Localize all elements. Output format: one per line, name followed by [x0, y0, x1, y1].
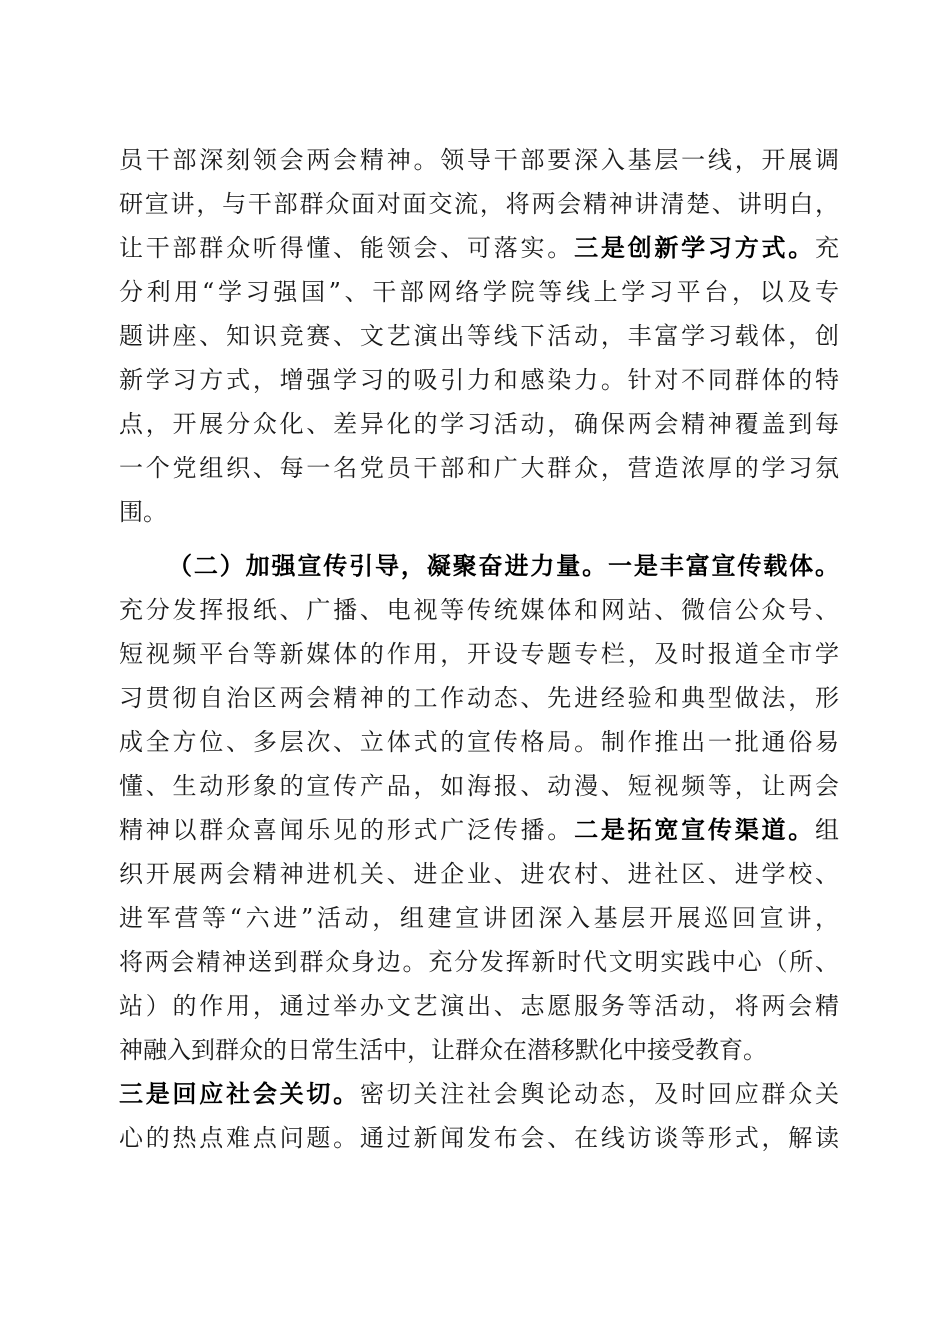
text-run: 进军营等“六进”活动，组建宣讲团深入基层开展巡回宣讲， — [119, 904, 839, 932]
text-run: 织开展两会精神进机关、进企业、进农村、进社区、进学校、 — [119, 860, 839, 888]
text-run: 研宣讲，与干部群众面对面交流，将两会精神讲清楚、讲明白， — [119, 190, 839, 218]
text-line — [119, 984, 839, 1028]
text-run: 组 — [815, 816, 840, 844]
text-run: 题讲座、知识竞赛、文艺演出等线下活动，丰富学习载体，创 — [119, 322, 839, 350]
text-line — [119, 720, 839, 764]
text-line — [119, 138, 839, 182]
text-run: 新学习方式，增强学习的吸引力和感染力。针对不同群体的特 — [119, 366, 839, 394]
text-line — [119, 588, 839, 632]
text-run: 短视频平台等新媒体的作用，开设专题专栏，及时报道全市学 — [119, 640, 839, 668]
text-line — [119, 314, 839, 358]
text-run: 分利用“学习强国”、干部网络学院等线上学习平台，以及专 — [119, 278, 839, 306]
text-run: 将两会精神送到群众身边。充分发挥新时代文明实践中心（所、 — [119, 948, 839, 976]
text-line — [119, 1116, 839, 1160]
text-run: 让干部群众听得懂、能领会、可落实。 — [119, 234, 575, 262]
text-line — [119, 1072, 839, 1116]
text-run: 心的热点难点问题。通过新闻发布会、在线访谈等形式，解读 — [119, 1124, 839, 1152]
text-line — [119, 270, 839, 314]
text-line — [119, 940, 839, 984]
text-run: 成全方位、多层次、立体式的宣传格局。制作推出一批通俗易 — [119, 728, 839, 756]
section-heading-line — [168, 544, 839, 588]
text-line — [119, 632, 839, 676]
text-line — [119, 852, 839, 896]
text-line — [119, 226, 839, 270]
text-run: 围。 — [119, 498, 167, 526]
text-run: 点，开展分众化、差异化的学习活动，确保两会精神覆盖到每 — [119, 410, 839, 438]
text-line — [119, 1028, 839, 1072]
text-line — [119, 764, 839, 808]
text-run: 充 — [815, 234, 840, 262]
text-run: 站）的作用，通过举办文艺演出、志愿服务等活动，将两会精 — [119, 992, 839, 1020]
text-run: 懂、生动形象的宣传产品，如海报、动漫、短视频等，让两会 — [119, 772, 839, 800]
section-heading: （二）加强宣传引导，凝聚奋进力量。一是丰富宣传载体。 — [168, 552, 839, 580]
text-line — [119, 808, 839, 852]
text-run: 充分发挥报纸、广播、电视等传统媒体和网站、微信公众号、 — [119, 596, 839, 624]
bold-heading-run: 二是拓宽宣传渠道。 — [574, 816, 816, 844]
text-line — [119, 402, 839, 446]
text-run: 习贯彻自治区两会精神的工作动态、先进经验和典型做法，形 — [119, 684, 839, 712]
text-run: 一个党组织、每一名党员干部和广大群众，营造浓厚的学习氛 — [119, 454, 839, 482]
text-line — [119, 490, 839, 534]
text-line — [119, 182, 839, 226]
text-line — [119, 446, 839, 490]
text-run: 密切关注社会舆论动态，及时回应群众关 — [359, 1080, 840, 1108]
text-line — [119, 896, 839, 940]
text-line — [119, 358, 839, 402]
bold-heading-run: 三是回应社会关切。 — [119, 1080, 360, 1108]
text-run: 神融入到群众的日常生活中，让群众在潜移默化中接受教育。 — [119, 1036, 767, 1064]
text-run: 精神以群众喜闻乐见的形式广泛传播。 — [119, 816, 575, 844]
bold-heading-run: 三是创新学习方式。 — [574, 234, 816, 262]
text-line — [119, 676, 839, 720]
text-run: 员干部深刻领会两会精神。领导干部要深入基层一线，开展调 — [119, 146, 839, 174]
